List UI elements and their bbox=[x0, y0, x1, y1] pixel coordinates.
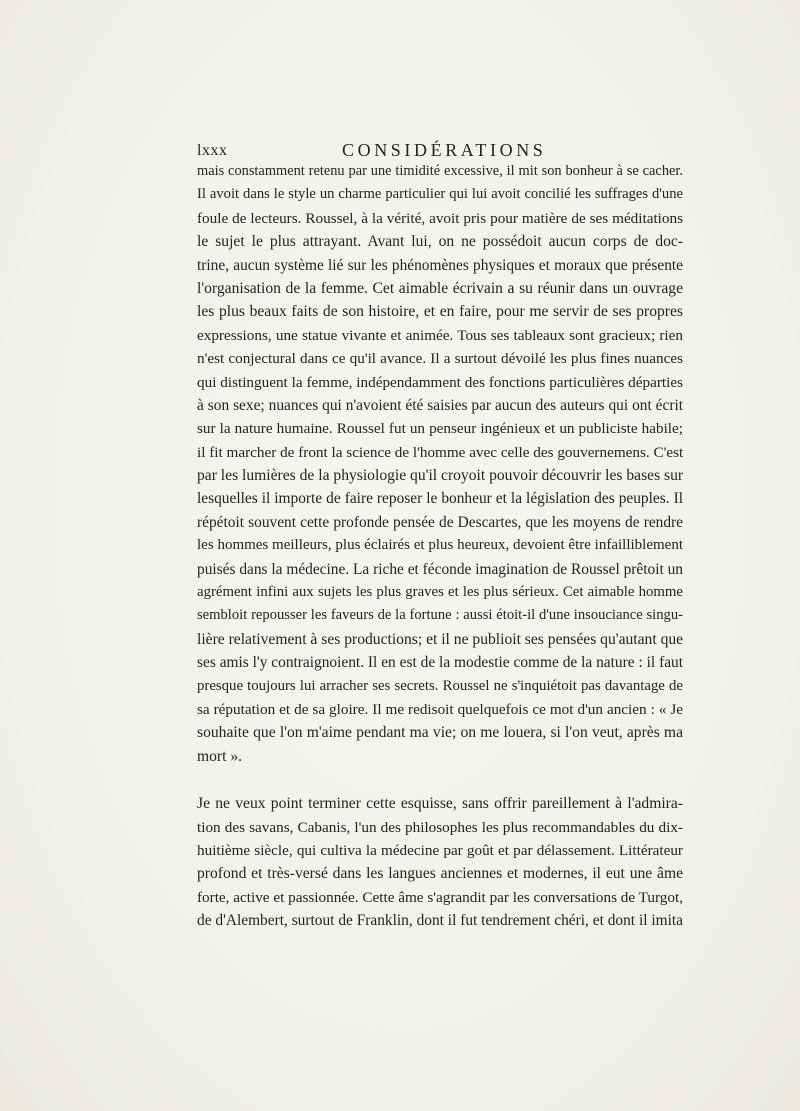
text-line: souhaite que l'on m'aime pendant ma vie; on me louera, si l'on veut, après ma bbox=[197, 724, 683, 742]
text-line: les plus beaux faits de son histoire, et en faire, pour me servir de ses propres bbox=[197, 303, 683, 321]
text-line: l'organisation de la femme. Cet aimable écrivain a su réunir dans un ouvrage bbox=[197, 279, 683, 297]
text-line: mort ». bbox=[197, 747, 243, 765]
text-line: forte, active et passionnée. Cette âme s'agrandit par les conversations de Turgot, bbox=[197, 888, 683, 906]
text-line: sembloit repousser les faveurs de la fortune : aussi étoit-il d'une insouciance singu- bbox=[197, 607, 683, 624]
text-line: sa réputation et de sa gloire. Il me redisoit quelquefois ce mot d'un ancien : « Je bbox=[197, 700, 683, 718]
text-line: par les lumières de la physiologie qu'il croyoit pouvoir découvrir les bases sur bbox=[197, 467, 684, 485]
text-line: huitième siècle, qui cultiva la médecine par goût et par délassement. Littérateur bbox=[197, 841, 683, 859]
running-title: CONSIDÉRATIONS bbox=[342, 140, 547, 160]
text-line: profond et très-versé dans les langues anciennes et modernes, il eut une âme bbox=[197, 865, 683, 883]
text-line: foule de lecteurs. Roussel, à la vérité, avoit pris pour matière de ses méditations bbox=[197, 209, 683, 227]
text-line: tion des savans, Cabanis, l'un des philosophes les plus recommandables du dix- bbox=[197, 818, 683, 836]
text-line: Je ne veux point terminer cette esquisse, sans offrir pareillement à l'admira- bbox=[197, 795, 683, 813]
text-line: il fit marcher de front la science de l'homme avec celle des gouvernemens. C'est bbox=[197, 443, 684, 461]
text-line: lière relativement à ses productions; et il ne publioit ses pensées qu'autant que bbox=[197, 630, 684, 648]
paragraph-spacing bbox=[197, 768, 683, 792]
text-line: Il avoit dans le style un charme particulier qui lui avoit concilié les suffrages d'une bbox=[197, 186, 683, 203]
body-text bbox=[197, 160, 683, 933]
page-number: lxxx bbox=[197, 142, 228, 159]
paragraph bbox=[197, 160, 683, 768]
text-line: mais constamment retenu par une timidité excessive, il mit son bonheur à se cacher. bbox=[197, 163, 683, 179]
text-line: trine, aucun système lié sur les phénomènes physiques et moraux que présente bbox=[197, 256, 683, 274]
text-line: les hommes meilleurs, plus éclairés et plus heureux, devoient être infailliblement bbox=[197, 537, 683, 554]
text-line: expressions, une statue vivante et animée. Tous ses tableaux sont gracieux; rien bbox=[197, 326, 683, 344]
text-line: répétoit souvent cette profonde pensée de Descartes, que les moyens de rendre bbox=[197, 513, 683, 531]
paragraph bbox=[197, 792, 683, 932]
text-line: presque toujours lui arracher ses secrets. Roussel ne s'inquiétoit pas davantage de bbox=[197, 677, 683, 694]
text-line: le sujet le plus attrayant. Avant lui, on ne possédoit aucun corps de doc- bbox=[197, 233, 683, 251]
text-line: ses amis l'y contraignoient. Il en est de la modestie comme de la nature : il faut bbox=[197, 654, 683, 672]
text-line: sur la nature humaine. Roussel fut un penseur ingénieux et un publiciste habile; bbox=[197, 420, 683, 438]
text-line: qui distinguent la femme, indépendamment des fonctions particulières départies bbox=[197, 373, 683, 391]
text-line: n'est conjectural dans ce qu'il avance. Il a surtout dévoilé les plus fines nuances bbox=[197, 350, 683, 368]
text-line: agrément infini aux sujets les plus graves et les plus sérieux. Cet aimable homme bbox=[197, 584, 683, 601]
text-line: puisés dans la médecine. La riche et féconde imagination de Roussel prêtoit un bbox=[197, 560, 683, 578]
text-line: lesquelles il importe de faire reposer le bonheur et la législation des peuples. Il bbox=[197, 490, 683, 508]
text-line: de d'Alembert, surtout de Franklin, dont il fut tendrement chéri, et dont il imita bbox=[197, 912, 683, 930]
text-line: à son sexe; nuances qui n'avoient été saisies par aucun des auteurs qui ont écrit bbox=[197, 396, 683, 414]
